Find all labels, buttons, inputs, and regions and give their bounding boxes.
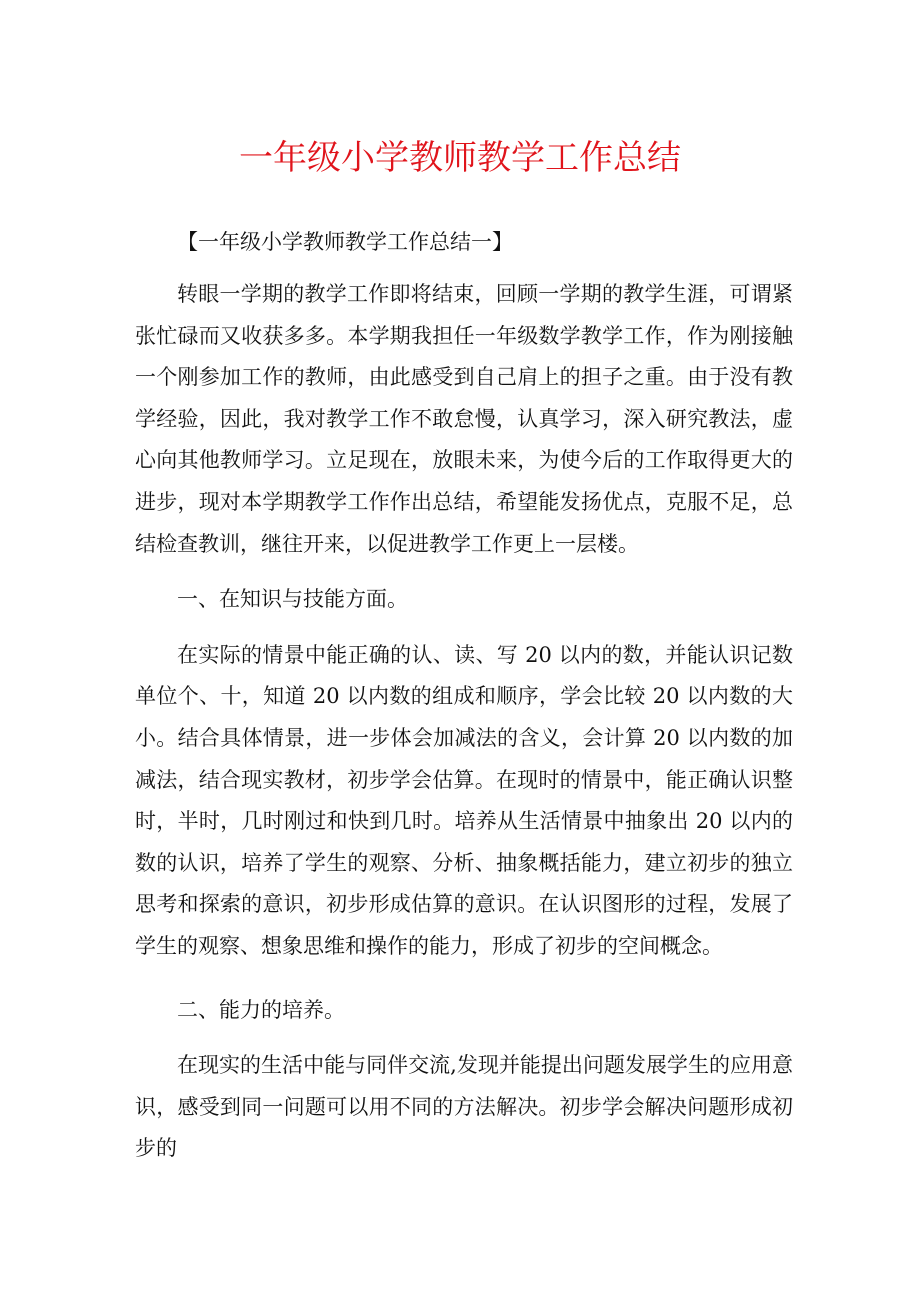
document-subheading: 【一年级小学教师教学工作总结一】 xyxy=(177,230,513,254)
section-1-paragraph: 在实际的情景中能正确的认、读、写 20 以内的数，并能认识记数单位个、十，知道 20 以内数的组成和顺序，学会比较 20 以内数的大小。结合具体情景，进一步体会加减法的含义，会计算 20 以内数的加减法，结合现实教材，初步学会估算。在现时的情景中，能正确认识整时，半时，几时刚过和快到几时。培养从生活情景中抽象出 20 以内的数的认识，培养了学生的观察、分析、抽象概括能力，建立初步的独立思考和探索的意识，初步形成估算的意识。在认识图形的过程，发展了学生的观察、想象思维和操作的能力，形成了初步的空间概念。 xyxy=(135,642,793,958)
section-2-paragraph: 在现实的生活中能与同伴交流,发现并能提出问题发展学生的应用意识，感受到同一问题可以用不同的方法解决。初步学会解决问题形成初步的 xyxy=(135,1053,793,1161)
section-1-heading: 一、在知识与技能方面。 xyxy=(177,587,408,612)
document-body xyxy=(135,224,793,1184)
section-2-heading: 二、能力的培养。 xyxy=(177,997,345,1022)
document-title: 一年级小学教师教学工作总结 xyxy=(239,138,681,178)
intro-paragraph: 转眼一学期的教学工作即将结束，回顾一学期的教学生涯，可谓紧张忙碌而又收获多多。本学期我担任一年级数学教学工作，作为刚接触一个刚参加工作的教师，由此感受到自己肩上的担子之重。由于没有教学经验，因此，我对教学工作不敢怠慢，认真学习，深入研究教法，虚心向其他教师学习。立足现在，放眼未来，为使今后的工作取得更大的进步，现对本学期教学工作作出总结，希望能发扬优点，克服不足，总结检查教训，继往开来，以促进教学工作更上一层楼。 xyxy=(135,282,793,556)
